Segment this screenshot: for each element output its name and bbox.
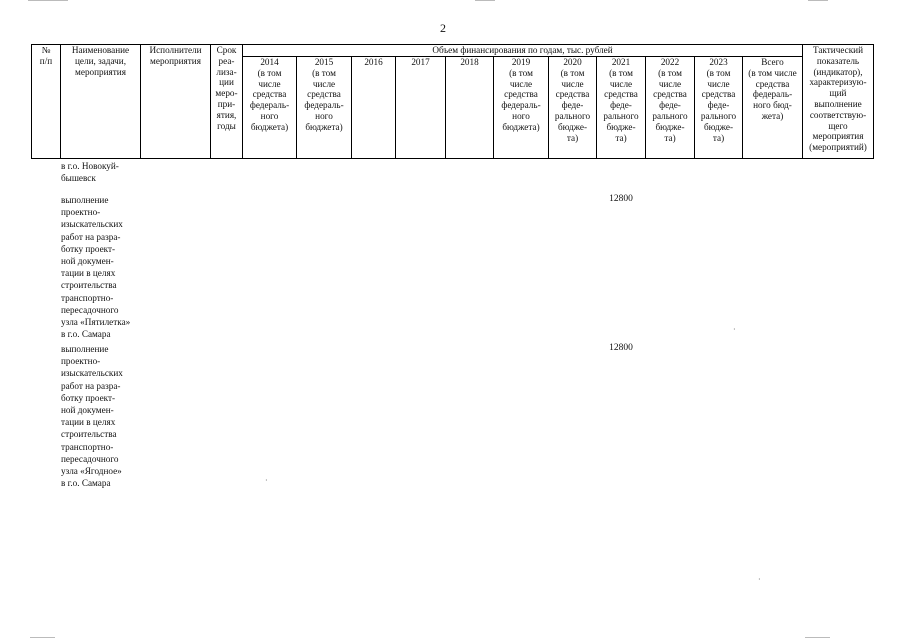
year-header-total: Всего (в том числе средства федераль- ного бюд- жета)	[743, 57, 803, 159]
year-header-2016: 2016	[352, 57, 396, 159]
scan-edge-line	[805, 637, 830, 638]
year-header-2023: 2023 (в том числе средства феде- рального бюдже- та)	[695, 57, 743, 159]
scan-speck: ·	[758, 575, 761, 584]
col-header-executors: Исполнители мероприятия	[141, 45, 211, 159]
year-header-2021: 2021 (в том числе средства феде- рального бюдже- та)	[597, 57, 646, 159]
entry-pyatiletka-text: выполнение проектно- изыскательских работ на разра- ботку проект- ной докумен- тации в целях строительства транспортно- пересадочного узла «Пятилетка» в г.о. Самара	[61, 195, 131, 340]
scan-edge-line	[30, 637, 55, 638]
entry-pyatiletka-2021-value: 12800	[609, 194, 633, 204]
year-header-2015: 2015 (в том числе средства федераль- ного бюджета)	[297, 57, 352, 159]
scan-speck: ·	[733, 325, 736, 334]
year-header-2020: 2020 (в том числе средства феде- рального бюдже- та)	[549, 57, 597, 159]
col-header-term: Срок реа- лиза- ции меро- при- ятия, годы	[211, 45, 243, 159]
entry-novokuybyshevsk-text: в г.о. Новокуй- бышевск	[61, 161, 119, 184]
year-header-2019: 2019 (в том числе средства федераль- ного бюджета)	[494, 57, 549, 159]
entry-yagodnoe-text: выполнение проектно- изыскательских работ на разра- ботку проект- ной докумен- тации в целях строительства транспортно- пересадочного узла «Ягодное» в г.о. Самара	[61, 344, 123, 489]
year-header-2014: 2014 (в том числе средства федераль- ного бюджета)	[243, 57, 297, 159]
scan-edge-line	[808, 0, 828, 1]
scan-edge-line	[475, 0, 495, 1]
entry-yagodnoe-2021-value: 12800	[609, 343, 633, 353]
year-header-2017: 2017	[396, 57, 446, 159]
page-number: 2	[440, 21, 446, 35]
year-header-2018: 2018	[446, 57, 494, 159]
scan-edge-line	[28, 0, 68, 1]
year-header-2022: 2022 (в том числе средства феде- рального бюдже- та)	[646, 57, 695, 159]
scan-speck: ·	[265, 476, 268, 485]
financing-table-header	[31, 44, 874, 159]
col-header-funding: Объем финансирования по годам, тыс. рублей	[243, 45, 803, 57]
col-header-number: № п/п	[32, 45, 61, 159]
col-header-tactical-indicator: Тактический показатель (индикатор), характеризую- щий выполнение соответствую- щего мероприятия (мероприятий)	[803, 45, 874, 159]
col-header-name: Наименование цели, задачи, мероприятия	[61, 45, 141, 159]
